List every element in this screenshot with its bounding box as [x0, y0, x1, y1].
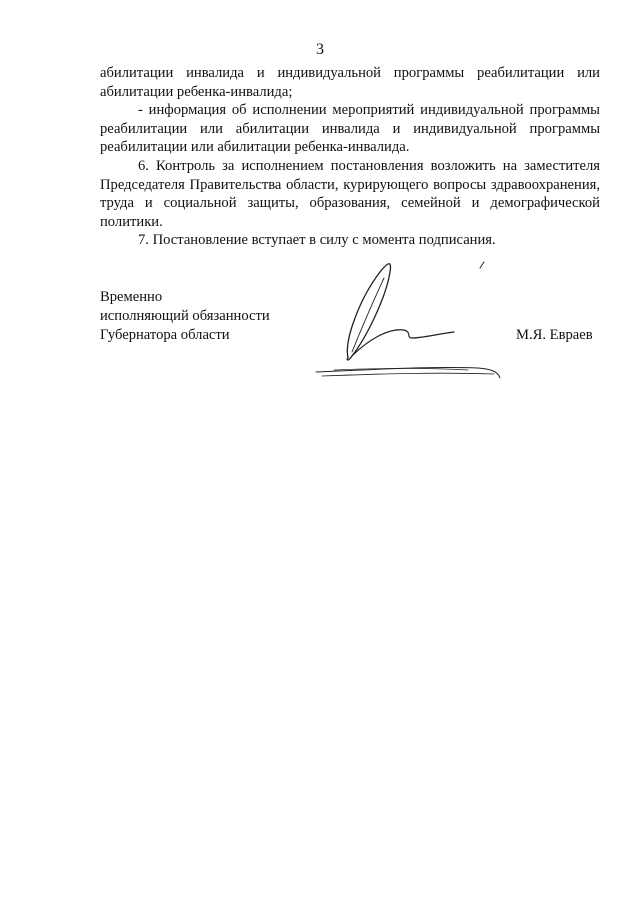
- signatory-title-line: исполняющий обязанности: [100, 308, 270, 324]
- signatory-title: [100, 288, 270, 345]
- paragraph-continuation: абилитации инвалида и индивидуальной программы реабилитации или абилитации ребенка-инвалида;: [100, 65, 600, 100]
- signatory-title-line: Временно: [100, 289, 163, 305]
- paragraph-information-item: - информация об исполнении мероприятий индивидуальной программы реабилитации или абилитации инвалида и индивидуальной программы реабилитации или абилитации ребенка-инвалида.: [100, 102, 600, 156]
- document-body: [100, 64, 600, 250]
- paragraph-effective-clause: 7. Постановление вступает в силу с момента подписания.: [138, 232, 496, 249]
- handwritten-signature-icon: [308, 252, 508, 388]
- page-number: 3: [316, 41, 324, 58]
- signer-name: М.Я. Евраев: [516, 327, 593, 343]
- paragraph-control-clause: 6. Контроль за исполнением постановления возложить на заместителя Председателя Правительства области, курирующего вопросы здравоохранения, труда и социальной защиты, образования, семейной и демографической политики.: [100, 157, 600, 230]
- signatory-title-line: Губернатора области: [100, 327, 230, 343]
